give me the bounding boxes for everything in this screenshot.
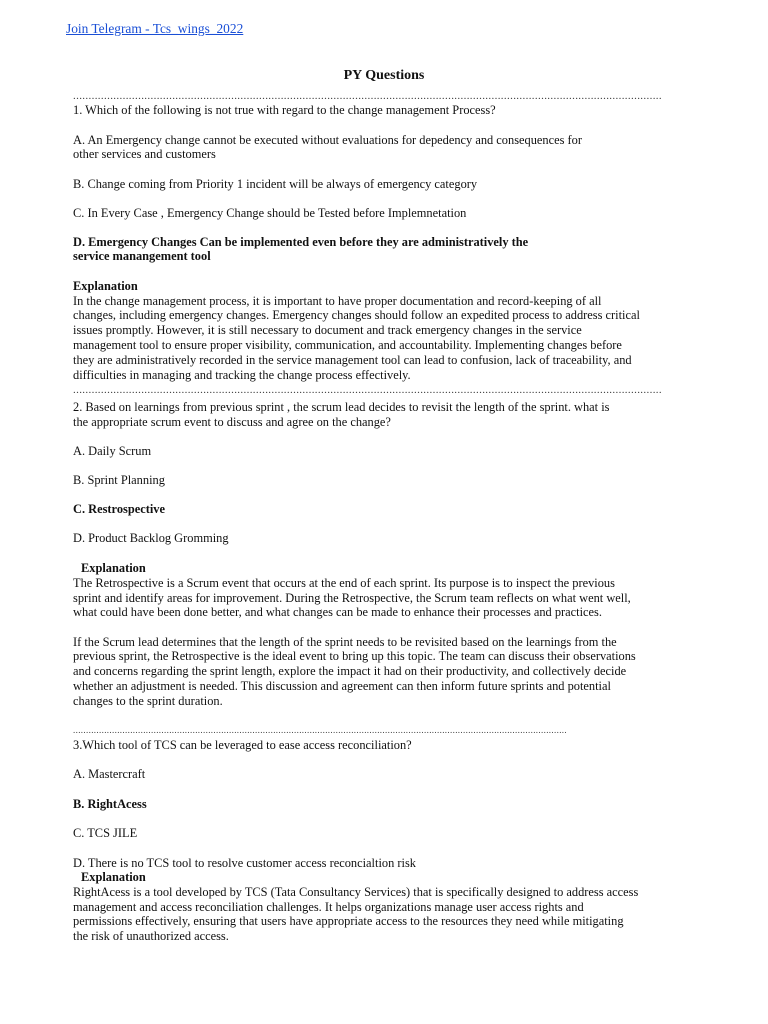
q2-option-a: A. Daily Scrum: [73, 444, 152, 458]
q3-question: 3.Which tool of TCS can be leveraged to ease access reconciliation?: [73, 738, 412, 752]
q3-option-b: B. RightAcess: [73, 797, 147, 811]
q2-question-line1: 2. Based on learnings from previous sprint , the scrum lead decides to revisit the length of the sprint. what is: [73, 400, 610, 414]
q3-explanation-line: permissions effectively, ensuring that users have appropriate access to the resources they need while mitigating: [73, 914, 624, 928]
q3-explanation-line: RightAcess is a tool developed by TCS (Tata Consultancy Services) that is specifically designed to address access: [73, 885, 639, 899]
q2-option-b: B. Sprint Planning: [73, 473, 165, 487]
q2-option-c: C. Restrospective: [73, 502, 165, 516]
q2-question-line2: the appropriate scrum event to discuss and agree on the change?: [73, 415, 391, 429]
q1-question: 1. Which of the following is not true with regard to the change management Process?: [73, 103, 496, 117]
q2-explanation-line: If the Scrum lead determines that the length of the sprint needs to be revisited based on the learnings from the: [73, 635, 617, 649]
q1-explanation-line: issues promptly. However, it is still necessary to document and track emergency changes in the service: [73, 323, 582, 337]
q2-explanation-line: previous sprint, the Retrospective is the ideal event to bring up this topic. The team can discuss their observations: [73, 649, 636, 663]
q1-explanation-line: In the change management process, it is important to have proper documentation and record-keeping of all: [73, 294, 602, 308]
q2-option-d: D. Product Backlog Gromming: [73, 531, 229, 545]
separator-dots: ..............................................................................................................................................................................................: [73, 725, 567, 735]
q1-option-c: C. In Every Case , Emergency Change should be Tested before Implemnetation: [73, 206, 467, 220]
q2-explanation-line: what could have been done better, and what changes can be made to enhance their processes and practices.: [73, 605, 602, 619]
q2-explanation-line: The Retrospective is a Scrum event that occurs at the end of each sprint. Its purpose is to inspect the previous: [73, 576, 615, 590]
q1-option-a-line1: A. An Emergency change cannot be executed without evaluations for depedency and consequences for: [73, 133, 582, 147]
q2-explanation-line: whether an adjustment is needed. This discussion and agreement can then inform future sprints and potential: [73, 679, 611, 693]
q3-explanation-line: management and access reconciliation challenges. It helps organizations manage user access rights and: [73, 900, 584, 914]
q3-option-d: D. There is no TCS tool to resolve customer access reconcialtion risk: [73, 856, 416, 870]
q2-explanation-line: sprint and identify areas for improvement. During the Retrospective, the Scrum team reflects on what went well,: [73, 591, 631, 605]
q1-option-d-line1: D. Emergency Changes Can be implemented even before they are administratively the: [73, 235, 529, 249]
q2-explanation-line: and concerns regarding the sprint length, explore the impact it had on their productivity, and collectively decide: [73, 664, 627, 678]
q1-explanation-heading: Explanation: [73, 279, 138, 293]
separator-dots: ..............................................................................................................................................................................................: [73, 91, 662, 101]
telegram-link[interactable]: Join Telegram - Tcs_wings_2022: [66, 21, 244, 36]
q1-option-b: B. Change coming from Priority 1 incident will be always of emergency category: [73, 177, 478, 191]
separator-dots: ..............................................................................................................................................................................................: [73, 385, 662, 395]
q1-explanation-line: difficulties in managing and tracking the change process effectively.: [73, 368, 411, 382]
q3-explanation-heading: Explanation: [81, 870, 146, 884]
q3-option-c: C. TCS JILE: [73, 826, 138, 840]
q2-explanation-heading: Explanation: [81, 561, 146, 575]
q1-option-a-line2: other services and customers: [73, 147, 216, 161]
q1-option-d-line2: service manangement tool: [73, 249, 211, 263]
q1-explanation-line: changes, including emergency changes. Emergency changes should follow an expedited process to address critical: [73, 308, 640, 322]
page-title: PY Questions: [343, 68, 425, 83]
q3-option-a: A. Mastercraft: [73, 767, 146, 781]
q3-explanation-line: the risk of unauthorized access.: [73, 929, 229, 943]
q1-explanation-line: management tool to ensure proper visibility, communication, and accountability. Implementing changes before: [73, 338, 622, 352]
q2-explanation-line: changes to the sprint duration.: [73, 694, 223, 708]
q1-explanation-line: they are administratively recorded in the service management tool can lead to confusion, lack of traceability, and: [73, 353, 632, 367]
